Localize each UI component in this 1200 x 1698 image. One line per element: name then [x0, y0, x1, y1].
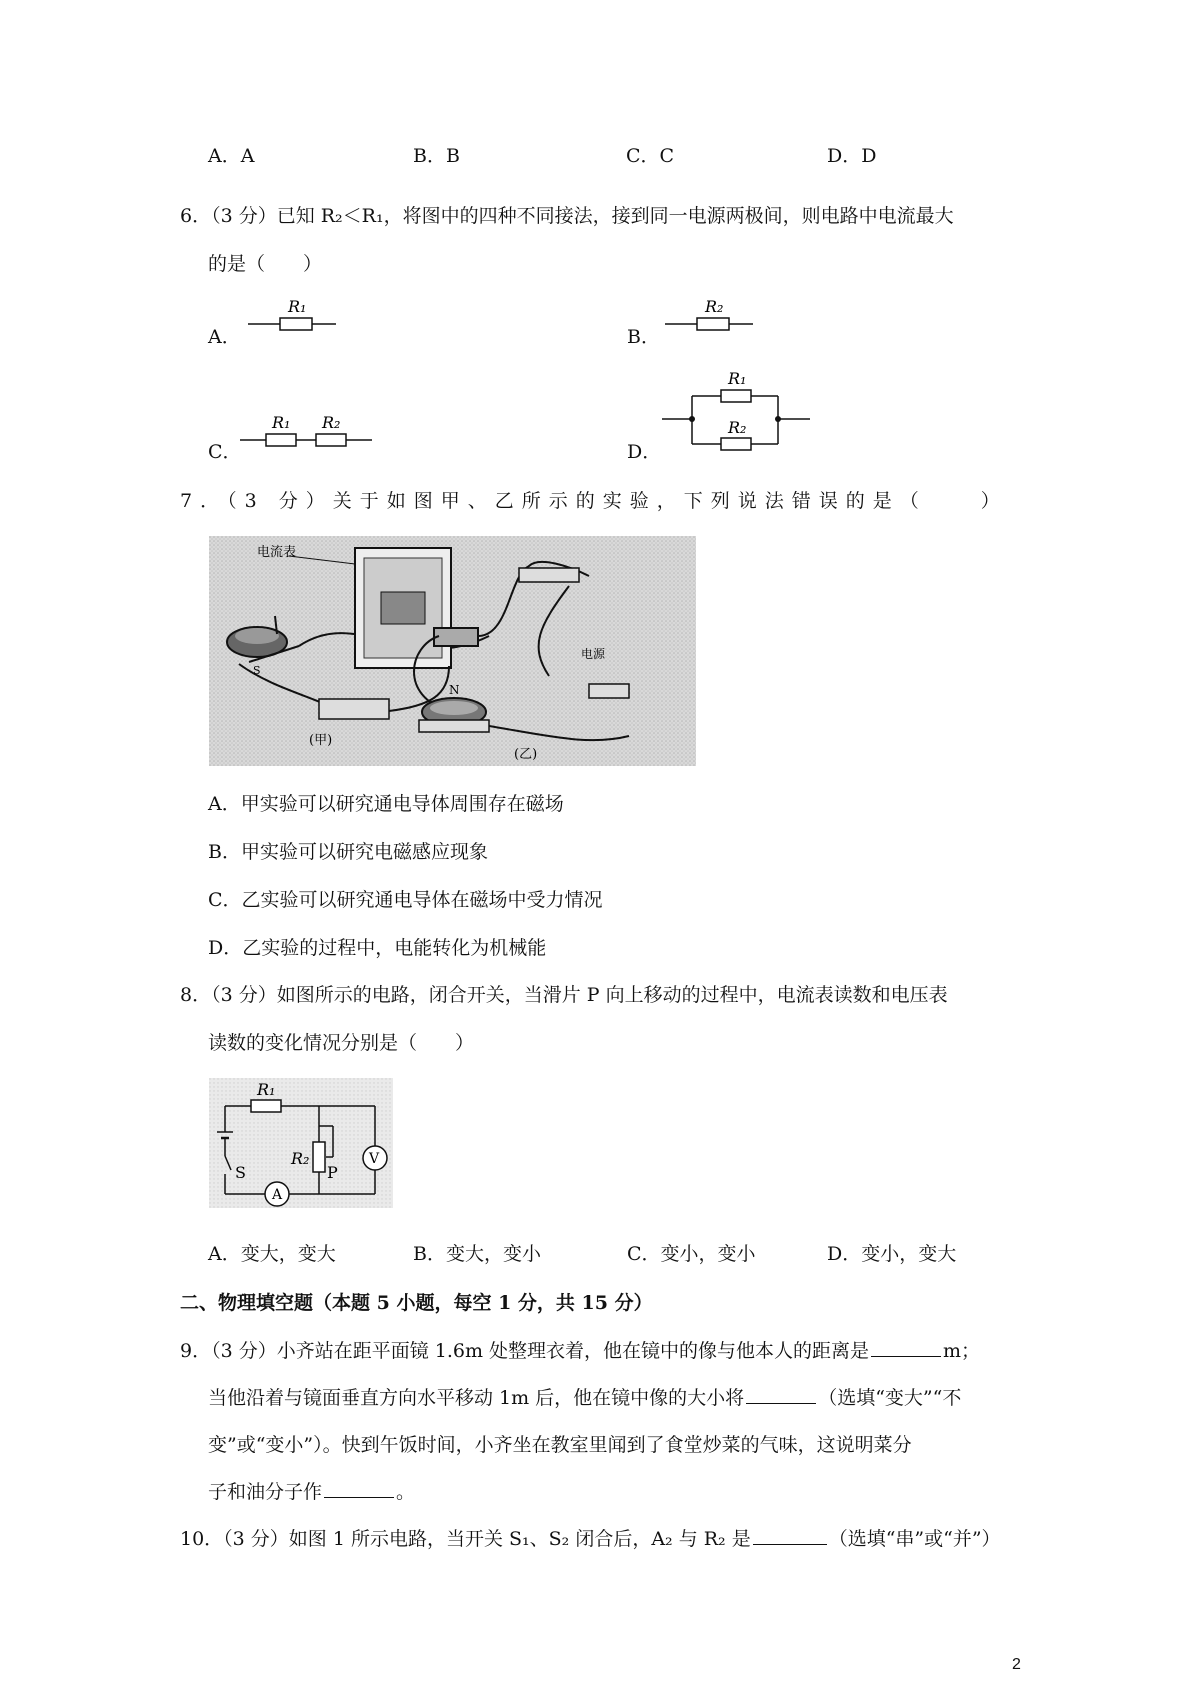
q8-option-a: A．变大，变大: [208, 1243, 336, 1265]
q6-d-r1-label: R₁: [728, 369, 747, 388]
q6-circuit-d: [658, 366, 818, 456]
q7-option-d: D．乙实验的过程中，电能转化为机械能: [208, 937, 547, 959]
q8-option-b: B．变大，变小: [413, 1243, 541, 1265]
q9-line1: 9．（3 分）小齐站在距平面镜 1.6m 处整理衣着，他在镜中的像与他本人的距离是 m；: [180, 1340, 981, 1362]
q7-s-label: S: [253, 664, 261, 677]
q6-label-c: C．: [208, 441, 242, 463]
q6-label-a: A．: [208, 326, 241, 348]
q7-power-label: 电源: [581, 647, 606, 661]
q7-n-label: N: [449, 683, 460, 697]
q9-line2: 当他沿着与镜面垂直方向水平移动 1m 后，他在镜中像的大小将 （选填“变大”“不: [208, 1387, 962, 1409]
q8-r1-label: R₁: [257, 1080, 276, 1099]
q5-option-d: D．D: [827, 145, 877, 167]
q6-c-r1-label: R₁: [272, 413, 291, 432]
q6-circuit-a: [244, 296, 340, 340]
q7-yi-label: (乙): [514, 747, 538, 762]
q6-stem-line2: 的是（ ）: [208, 253, 323, 275]
section2-heading: 二、物理填空题（本题 5 小题，每空 1 分，共 15 分）: [180, 1292, 653, 1314]
q8-option-c: C．变小，变小: [627, 1243, 756, 1265]
q8-s-label: S: [235, 1163, 246, 1182]
q6-d-r2-label: R₂: [728, 418, 747, 437]
q8-stem-line1: 8．（3 分）如图所示的电路，闭合开关，当滑片 P 向上移动的过程中，电流表读数和电压表: [180, 984, 948, 1006]
q9-line4: 子和油分子作 。: [208, 1481, 416, 1503]
q7-stem: 7．（3 分）关于如图甲、乙所示的实验，下列说法错误的是（ ）: [180, 490, 1008, 512]
q5-option-a: A．A: [208, 145, 255, 167]
q10-line1: 10．（3 分）如图 1 所示电路，当开关 S₁、S₂ 闭合后，A₂ 与 R₂ 是 （选填“串”或“并”）: [180, 1528, 1001, 1550]
q7-option-c: C．乙实验可以研究通电导体在磁场中受力情况: [208, 889, 603, 911]
page-number: 2: [1012, 1656, 1021, 1673]
q8-ammeter-label: A: [272, 1187, 283, 1203]
q8-r2-label: R₂: [291, 1149, 310, 1168]
q5-option-c: C．C: [626, 145, 675, 167]
q7-jia-label: (甲): [309, 733, 333, 748]
q6-label-b: B．: [627, 326, 660, 348]
q6-circuit-b: [661, 296, 757, 340]
q6-b-r2-label: R₂: [705, 297, 724, 316]
q6-c-r2-label: R₂: [322, 413, 341, 432]
q6-circuit-c: [236, 412, 376, 456]
q9-line3: 变”或“变小”）。快到午饭时间，小齐坐在教室里闻到了食堂炒菜的气味，这说明菜分: [208, 1434, 912, 1456]
q8-circuit-figure: [209, 1078, 393, 1208]
q8-option-d: D．变小，变大: [827, 1243, 957, 1265]
q6-a-r1-label: R₁: [288, 297, 307, 316]
q7-option-a: A．甲实验可以研究通电导体周围存在磁场: [208, 793, 564, 815]
q7-meter-label: 电流表: [257, 545, 297, 560]
q7-experiment-figure: [209, 536, 696, 766]
q8-p-label: P: [327, 1163, 338, 1182]
q5-option-b: B．B: [413, 145, 460, 167]
q7-option-b: B．甲实验可以研究电磁感应现象: [208, 841, 488, 863]
q6-stem-line1: 6．（3 分）已知 R₂＜R₁，将图中的四种不同接法，接到同一电源两极间，则电路中电流最大: [180, 205, 954, 227]
q8-stem-line2: 读数的变化情况分别是（ ）: [208, 1032, 475, 1054]
q6-label-d: D．: [627, 441, 662, 463]
q8-voltmeter-label: V: [369, 1151, 380, 1167]
